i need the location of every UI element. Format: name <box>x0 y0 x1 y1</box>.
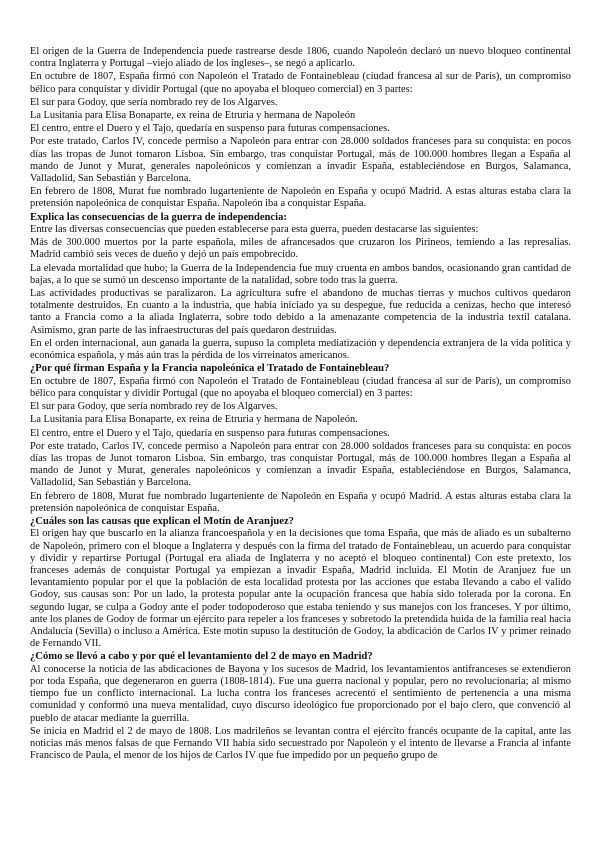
paragraph-mortalidad: La elevada mortalidad que hubo; la Guerra de la Independencia fue muy cruenta en ambos bandos, ocasionando gran cantidad de bajas, a lo que se sumó un descenso importante de la natalidad, sobre todo tras la guerra. <box>30 262 571 286</box>
heading-dos-de-mayo: ¿Cómo se llevó a cabo y por qué el levantamiento del 2 de mayo en Madrid? <box>30 651 373 663</box>
paragraph-consecuencias-intro: Entre las diversas consecuencias que pueden establecerse para esta guerra, pueden destacarse las siguientes: <box>30 224 479 236</box>
list-item-lusitania: La Lusitania para Elisa Bonaparte, ex reina de Etruria y hermana de Napoleón <box>30 110 356 122</box>
paragraph-murat-madrid-repeat: En febrero de 1808, Murat fue nombrado lugarteniente de Napoleón en España y ocupó Madrid. A estas alturas estaba clara la pretensión napoleónica de conquistar España. <box>30 490 571 514</box>
heading-tratado-fontainebleau: ¿Por qué firman España y la Francia napoleónica el Tratado de Fontainebleau? <box>30 363 390 375</box>
list-item-sur-godoy: El sur para Godoy, que sería nombrado rey de los Algarves. <box>30 96 278 108</box>
paragraph-tratado-1807: En octubre de 1807, España firmó con Napoleón el Tratado de Fontainebleau (ciudad francesa al sur de París), un compromiso bélico para conquistar y dividir Portugal (que no apoyaba el bloqueo comercial) en 3 partes: <box>30 71 571 95</box>
paragraph-abdicaciones-bayona: Al conocerse la noticia de las abdicaciones de Bayona y los sucesos de Madrid, los levantamientos antifranceses se extendieron por toda España, que degeneraron en guerra (1808-1814). Fue una guerra nacional y popular, pero no revolucionaria; al mismo tiempo fue un conflicto internacional. La lucha contra los franceses acrecentó el sentimiento de pertenencia a una misma comunidad y conformó una nueva mentalidad, cuyo discurso ideológico fue proporcionado por el bajo clero, que convenció al pueblo de atacar mediante la guerrilla. <box>30 663 571 724</box>
heading-consecuencias: Explica las consecuencias de la guerra de independencia: <box>30 211 287 223</box>
paragraph-tratado-1807-repeat: En octubre de 1807, España firmó con Napoleón el Tratado de Fontainebleau (ciudad francesa al sur de París), un compromiso bélico para conquistar y dividir Portugal (que no apoyaba el bloqueo comercial) en 3 partes: <box>30 375 571 399</box>
paragraph-levantamiento-madrid: Se inicia en Madrid el 2 de mayo de 1808. Los madrileños se levantan contra el ejército francés ocupante de la capital, ante las noticias más menos falsas de que Fernando VII había sido secuestrado por Napoleón y el intento de llevarse a Francia al infante Francisco de Paula, el menor de los hijos de Carlos IV que fue impedido por un pequeño grupo de <box>30 725 571 762</box>
paragraph-carlos-iv-permiso-repeat: Por este tratado, Carlos IV, concede permiso a Napoleón para entrar con 28.000 soldados franceses para su conquista: en pocos días las tropas de Junot tomaron Lisboa. Sin embargo, tras conquistar Portugal, más de 100.000 hombres llegan a España al mando de Junot y Murat, generales napoleónicos y comienzan a invadir España, estableciéndose en Burgos, Salamanca, Valladolid, San Sebastián y Barcelona. <box>30 440 571 489</box>
list-item-centro-repeat: El centro, entre el Duero y el Tajo, quedaría en suspenso para futuras compensaciones. <box>30 427 390 439</box>
paragraph-carlos-iv-permiso: Por este tratado, Carlos IV, concede permiso a Napoleón para entrar con 28.000 soldados franceses para su conquista: en pocos días las tropas de Junot tomaron Lisboa. Sin embargo, tras conquistar Portugal, más de 100.000 hombres llegan a España al mando de Junot y Murat, generales napoleónicos y comienzan a invadir España, estableciéndose en Burgos, Salamanca, Valladolid, San Sebastián y Barcelona. <box>30 136 571 185</box>
list-item-centro: El centro, entre el Duero y el Tajo, quedaría en suspenso para futuras compensaciones. <box>30 123 390 135</box>
paragraph-murat-madrid: En febrero de 1808, Murat fue nombrado lugarteniente de Napoleón en España y ocupó Madrid. A estas alturas estaba clara la pretensión napoleónica de conquistar España. Napoleón iba a conquistar España. <box>30 186 571 210</box>
paragraph-muertos: Más de 300.000 muertos por la parte española, miles de afrancesados que cruzaron los Pirineos, temiendo a las represalias. Madrid cambió seis veces de dueño y dejó un país empobrecido. <box>30 237 571 261</box>
list-item-sur-godoy-repeat: El sur para Godoy, que sería nombrado rey de los Algarves. <box>30 401 278 413</box>
paragraph-orden-internacional: En el orden internacional, aun ganada la guerra, supuso la completa mediatización y dependencia extranjera de la vida política y económica española, y más aún tras la pérdida de los virreinatos americanos. <box>30 337 571 362</box>
list-item-lusitania-repeat: La Lusitania para Elisa Bonaparte, ex reina de Etruria y hermana de Napoleón. <box>30 414 358 426</box>
paragraph-actividades-productivas: Las actividades productivas se paralizaron. La agricultura sufre el abandono de muchas tierras y muchos cultivos quedaron totalmente destruidos. En cuanto a la industria, que había iniciado ya su despegue, fue reducida a cenizas, hecho que interesó tanto a Francia como a la aliada Inglaterra, sobre todo debido a la amenazante competencia de la industria textil catalana. Asimismo, gran parte de las infraestructuras del país quedaron destruidas. <box>30 288 571 336</box>
paragraph-motin-aranjuez: El origen hay que buscarlo en la alianza francoespañola y en la decisiones que toma España, que más de aliado es un subalterno de Napoleón, primero con el bloque a Inglaterra y después con la firma del tratado de Fontainebleau, un acuerdo para conquistar y dividir y repartirse Portugal (Portugal era aliada de Inglaterra y no aceptó el bloqueo continental) Con este pretexto, los franceses además de conquistar Portugal ya empiezan a invadir España, Madrid incluida. El Motín de Aranjuez fue un levantamiento popular por el que la población de esta localidad protesta por las acciones que estaba llevando a cabo el valido Godoy, sus causas son: Por un lado, la protesta popular ante la ocupación francesa que había sido tolerada por la corona. En segundo lugar, se culpa a Godoy ante el poder todopoderoso que estaba teniendo y sus manejos con los franceses. Y por último, ante los planes de Godoy de formar un ejército para repeler a los franceses y sobretodo la pretendida huida de la familia real hacia Andalucía (Sevilla) o incluso a América. Este motín supuso la destitución de Godoy, la abdicación de Carlos IV y primer reinado de Fernando VII. <box>30 528 571 650</box>
paragraph-origen-guerra: El origen de la Guerra de Independencia puede rastrearse desde 1806, cuando Napoleón declaró un nuevo bloqueo continental contra Inglaterra y Portugal –viejo aliado de los ingleses–, se negó a aplicarlo. <box>30 46 571 70</box>
heading-motin-aranjuez: ¿Cuáles son las causas que explican el Motín de Aranjuez? <box>30 515 294 527</box>
